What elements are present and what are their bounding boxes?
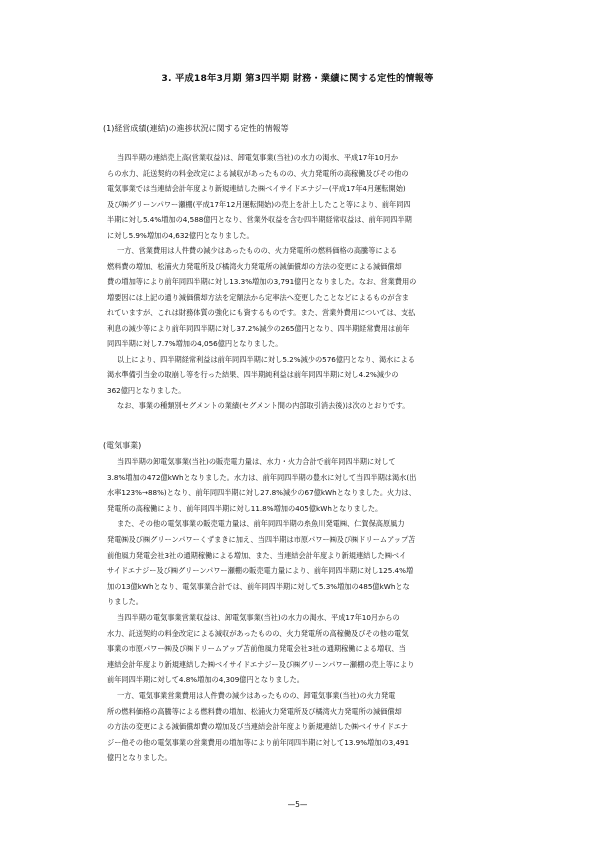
paragraph-line: 連結会計年度より新規連結した㈱ベイサイドエナジー及び㈱グリーンパワー瀬棚の売上等により [107,659,415,669]
paragraph-line: 当四半期の連結売上高(営業収益)は、卸電気事業(当社)の水力の渇水、平成17年10月か [117,153,399,162]
paragraph-line: 前他風力発電会社3社の通期稼働による増加、また、当連結会計年度より新規連結した㈱ベイ [107,550,407,560]
paragraph-line: 所の燃料価格の高騰等による燃料費の増加、松浦火力発電所及び橘湾火力発電所の減価償却 [107,706,402,716]
paragraph-line: 加の13億kWhとなり、電気事業合計では、前年同四半期に対して5.3%増加の485億kWhとな [107,581,410,591]
paragraph-line: 利息の減少等により前年同四半期に対し37.2%減少の265億円となり、四半期経常費用は前年 [107,323,410,333]
paragraph-line: 増要因には上記の通り減価償却方法を定額法から定率法へ変更したことなどによるものが含ま [107,292,409,302]
paragraph-line: 3.8%増加の472億kWhとなりました。水力は、前年同四半期の豊水に対して当四半期は渇水(出 [107,472,417,482]
paragraph-line: に対し5.9%増加の4,632億円となりました。 [107,230,254,240]
section2-heading: (電気事業) [103,441,142,450]
page-number: —5— [287,800,308,809]
paragraph-line: 前年同四半期に対して4.8%増加の4,309億円となりました。 [107,675,304,685]
paragraph-line: 発電㈱及び㈱グリーンパワーくずまきに加え、当四半期は市原パワー㈱及び㈱ドリームアップ苫 [107,535,416,544]
paragraph-line: サイドエナジー及び㈱グリーンパワー瀬棚の販売電力量により、前年同四半期に対し125.4%増 [107,566,414,576]
paragraph-line: 当四半期の卸電気事業(当社)の販売電力量は、水力・火力合計で前年同四半期に対して [117,457,396,466]
paragraph-line: 水力、託送契約の料金改定による減収があったものの、火力発電所の高稼働及びその他の電気 [107,628,409,638]
paragraph-line: 及び㈱グリーンパワー瀬棚(平成17年12月運転開始)の売上を計上したこと等により、前年同四 [107,199,411,209]
paragraph-line: 事業の市原パワー㈱及び㈱ドリームアップ苫前他風力発電会社3社の通期稼働による増収、当 [107,644,406,654]
paragraph-line: らの水力、託送契約の料金改定による減収があったものの、火力発電所の高稼働及びその他の [107,168,409,178]
paragraph-line: の方法の変更による減価償却費の増加及び当連結会計年度より新規連結した㈱ベイサイドエナ [107,722,409,732]
section1-heading: (1)経営成績(連結)の進捗状況に関する定性的情報等 [103,124,289,133]
paragraph-line: 当四半期の電気事業営業収益は、卸電気事業(当社)の水力の渇水、平成17年10月からの [117,613,400,622]
paragraph-line: 電気事業では当連結会計年度より新規連結した㈱ベイサイドエナジー(平成17年4月運転開始) [107,184,406,193]
page-title: 3. 平成18年3月期 第3四半期 財務・業績に関する定性的情報等 [161,73,434,84]
paragraph-line: 半期に対し5.4%増加の4,588億円となり、営業外収益を含む四半期経常収益は、前年同四半期 [107,215,412,224]
paragraph-line: 一方、営業費用は人件費の減少はあったものの、火力発電所の燃料価格の高騰等による [117,246,397,255]
paragraph-line: 362億円となりました。 [107,385,186,395]
paragraph-line: なお、事業の種類別セグメントの業績(セグメント間の内部取引消去後)は次のとおりです。 [117,401,410,410]
paragraph-line: 以上により、四半期経常利益は前年同四半期に対し5.2%減少の576億円となり、渇水による [117,354,415,364]
paragraph-line: また、その他の電気事業の販売電力量は、前年同四半期の糸魚川発電㈱、仁賀保高原風力 [117,519,405,529]
paragraph-line: ジー他その他の電気事業の営業費用の増加等により前年同四半期に対して13.9%増加の3,491 [107,737,410,747]
paragraph-line: 一方、電気事業営業費用は人件費の減少はあったものの、卸電気事業(当社)の火力発電 [117,691,396,700]
paragraph-line: 費の増加等により前年同四半期に対し13.3%増加の3,791億円となりました。なお、営業費用の [107,277,417,286]
paragraph-line: りました。 [107,597,143,607]
paragraph-line: れていますが、これは財務体質の強化にも資するものです。また、営業外費用については、支払 [107,308,416,317]
paragraph-line: 同四半期に対し7.7%増加の4,056億円となりました。 [107,339,283,348]
paragraph-line: 渇水準備引当金の取崩し等を行った結果、四半期純利益は前年同四半期に対し4.2%減少の [107,370,399,379]
paragraph-line: 燃料費の増加、松浦火力発電所及び橘湾火力発電所の減価償却の方法の変更による減価償却 [107,261,402,271]
paragraph-line: 億円となりました。 [107,753,172,763]
paragraph-line: 水率123%→88%)となり、前年同四半期に対し27.8%減少の67億kWhとなりました。火力は、 [107,488,416,498]
paragraph-line: 発電所の高稼働により、前年同四半期に対し11.8%増加の405億kWhとなりました。 [107,503,383,513]
